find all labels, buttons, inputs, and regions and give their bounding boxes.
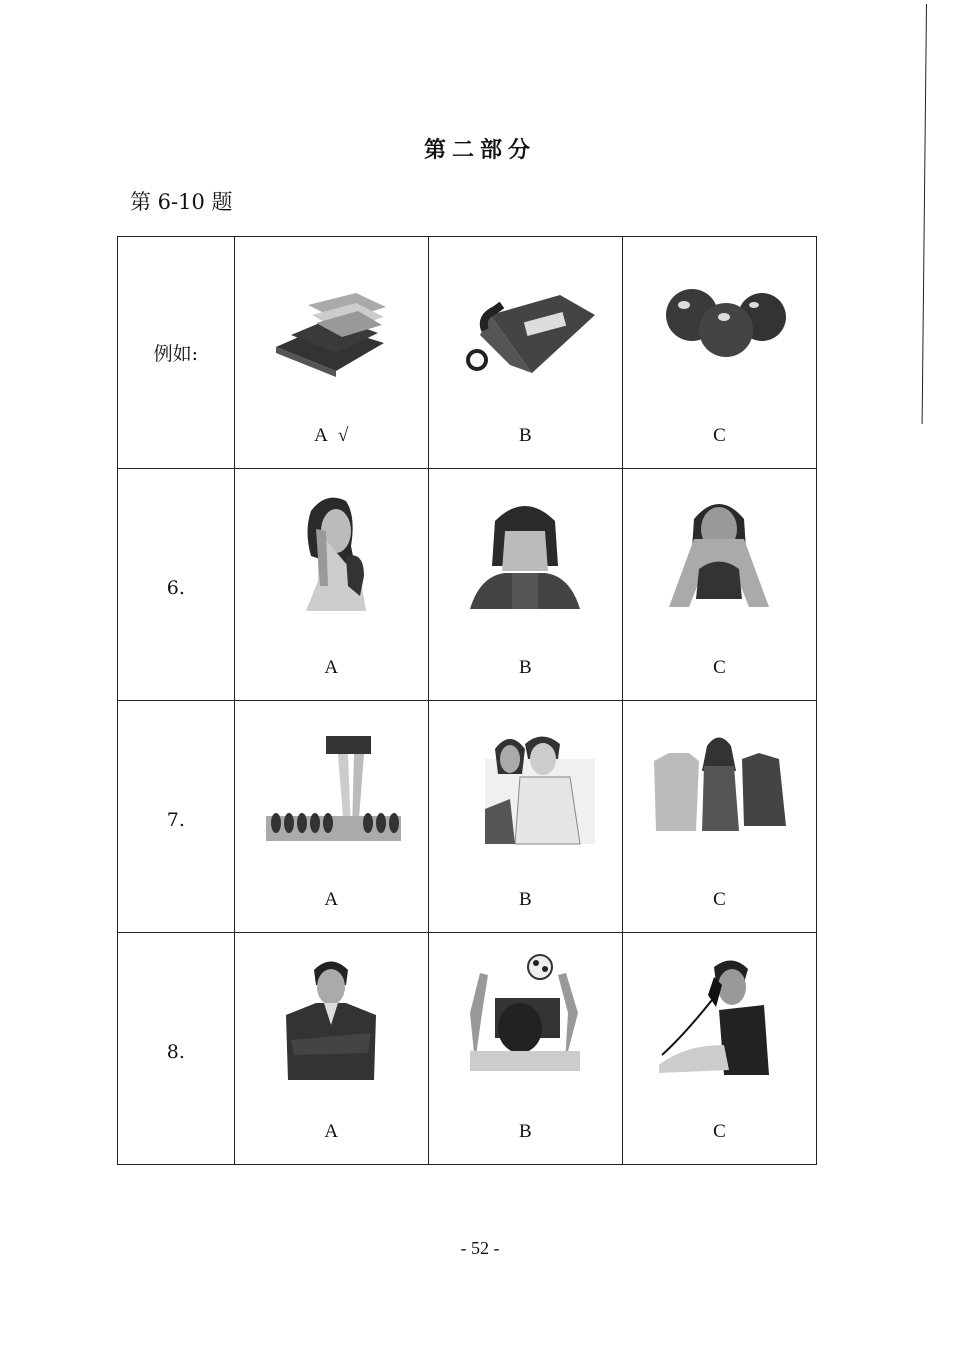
option-label: C (713, 425, 726, 446)
option-cell-a[interactable] (234, 237, 428, 469)
question-label-cell (118, 237, 235, 469)
section-title: 第二部分 (423, 137, 536, 163)
option-label: A (324, 1121, 339, 1142)
woman-covering-eyes-icon (450, 491, 600, 616)
checkmark-icon: √ (337, 425, 349, 446)
table-row-question-7 (118, 701, 817, 933)
man-arms-crossed-icon (256, 955, 406, 1085)
apples-icon (644, 275, 794, 385)
option-label: B (518, 889, 532, 910)
man-on-telephone-icon (644, 955, 794, 1080)
legs-and-shoes-icon (256, 731, 406, 851)
option-label: A √ (314, 425, 349, 446)
option-cell-a[interactable] (234, 701, 428, 933)
stack-of-books-icon (256, 275, 406, 385)
option-label: A (324, 657, 339, 678)
option-label: C (713, 657, 726, 678)
table-row-question-6 (118, 469, 817, 701)
option-label: C (713, 1121, 726, 1142)
option-cell-a[interactable] (234, 469, 428, 701)
option-label: C (713, 889, 726, 910)
option-label: B (518, 425, 532, 446)
desk-telephone-icon (450, 275, 600, 385)
question-range: 第 6-10 题 (130, 190, 233, 214)
option-cell-b[interactable] (428, 701, 622, 933)
table-row-question-8 (118, 933, 817, 1165)
question-label-cell (118, 933, 235, 1165)
question-label: 例如: (153, 343, 199, 365)
option-cell-b[interactable] (428, 933, 622, 1165)
woman-covering-mouth-icon (644, 489, 794, 614)
question-label-cell (118, 469, 235, 701)
question-table (117, 236, 817, 1165)
option-label: B (518, 1121, 532, 1142)
woman-with-clothes-icon (644, 731, 794, 841)
scan-edge-line (922, 4, 927, 424)
question-label-cell (118, 701, 235, 933)
question-label: 6. (166, 577, 185, 599)
couple-smiling-icon (450, 729, 600, 849)
option-cell-c[interactable] (622, 933, 816, 1165)
option-cell-c[interactable] (622, 701, 816, 933)
option-cell-a[interactable] (234, 933, 428, 1165)
question-label: 8. (166, 1041, 185, 1063)
option-cell-c[interactable] (622, 237, 816, 469)
page-number: - 52 - (460, 1238, 500, 1258)
option-cell-c[interactable] (622, 469, 816, 701)
woman-covering-ears-icon (256, 491, 406, 616)
option-cell-b[interactable] (428, 237, 622, 469)
option-label: B (518, 657, 532, 678)
option-label: A (324, 889, 339, 910)
question-label: 7. (166, 809, 185, 831)
table-row-example (118, 237, 817, 469)
option-cell-b[interactable] (428, 469, 622, 701)
soccer-video-game-icon (450, 953, 600, 1083)
